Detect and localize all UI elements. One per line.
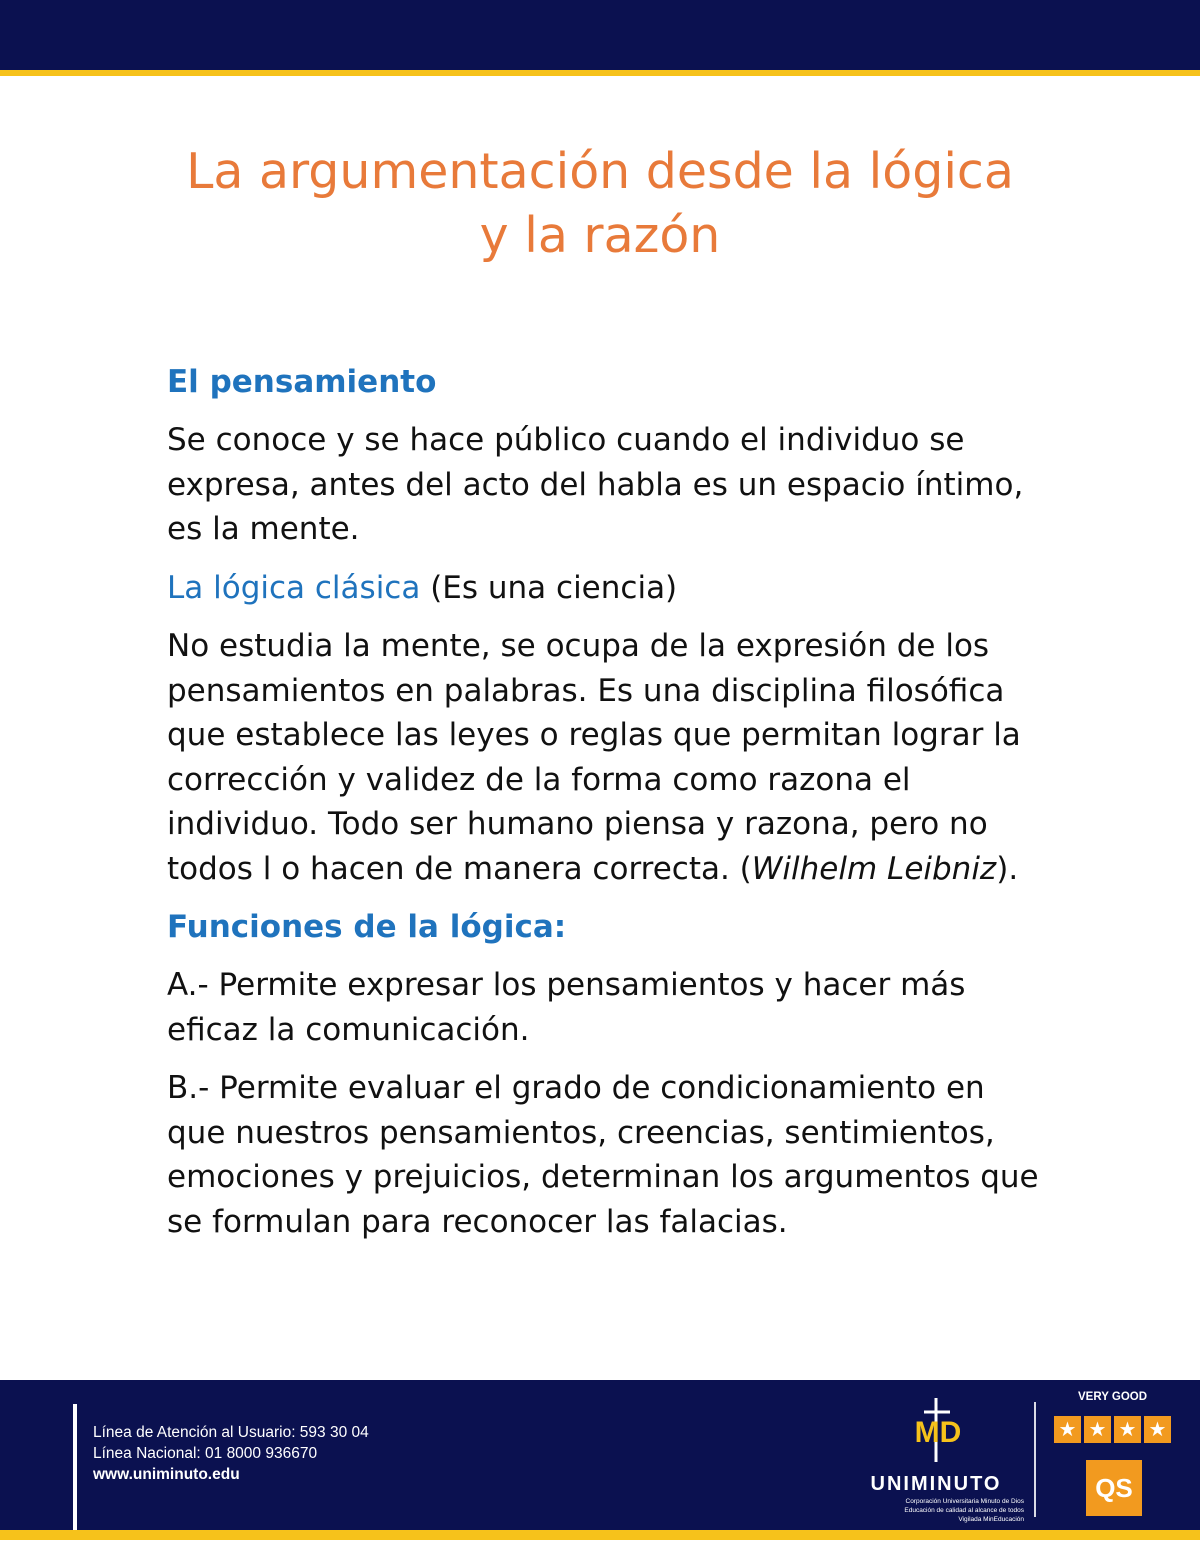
footer-stripe (0, 1530, 1200, 1540)
footer-contact (93, 1422, 369, 1485)
paragraph-pensamiento: Se conoce y se hace público cuando el individuo se expresa, antes del acto del habla es un espacio íntimo, es la mente. (167, 422, 1024, 547)
qs-logo: QS (1086, 1460, 1142, 1516)
list-item-b: B.- Permite evaluar el grado de condicionamiento en que nuestros pensamientos, creencias, sentimientos, emociones y prejuicios, determinan los argumentos que se formulan para reconocer las falacias. (167, 1070, 1039, 1240)
university-sub-line3: Vigilada MinEducación (958, 1516, 1024, 1523)
university-sub-line1: Corporación Universitaria Minuto de Dios (905, 1498, 1024, 1505)
heading-funciones: Funciones de la lógica: (167, 909, 567, 945)
contact-line-user: Línea de Atención al Usuario: 593 30 04 (93, 1424, 369, 1441)
md-logo-icon (902, 1396, 974, 1466)
footer-accent-bar (73, 1404, 77, 1532)
document-body (167, 360, 1047, 1244)
page-title-line1: La argumentación desde la lógica (186, 143, 1014, 200)
heading-el-pensamiento: El pensamiento (167, 364, 437, 400)
list-item-a: A.- Permite expresar los pensamientos y hacer más eficaz la comunicación. (167, 967, 966, 1048)
website-link[interactable]: www.uniminuto.edu (93, 1466, 240, 1483)
star-icon: ★ (1114, 1416, 1141, 1443)
rating-label: VERY GOOD (1078, 1391, 1148, 1403)
logica-clasica-term: La lógica clásica (167, 569, 421, 606)
contact-line-national: Línea Nacional: 01 8000 936670 (93, 1445, 318, 1462)
star-icon: ★ (1054, 1416, 1081, 1443)
footer-bottom-margin (0, 1540, 1200, 1553)
paragraph-logica-clasica (167, 624, 1047, 891)
heading-logica-clasica (167, 566, 1047, 611)
logica-clasica-text-end: ). (996, 850, 1019, 887)
footer-divider (1034, 1402, 1036, 1517)
author-citation: Wilhelm Leibniz (751, 850, 997, 887)
md-logo-letters: MD (914, 1416, 962, 1449)
rating-stars (1054, 1416, 1171, 1443)
university-subtitle (848, 1497, 1024, 1524)
university-sub-line2: Educación de calidad al alcance de todos (904, 1507, 1024, 1514)
star-icon: ★ (1084, 1416, 1111, 1443)
star-icon: ★ (1144, 1416, 1171, 1443)
logica-clasica-text: No estudia la mente, se ocupa de la expresión de los pensamientos en palabras. Es una disciplina filosófica que establece las leyes o reglas que permitan lograr la corrección y validez de la forma como razona el individuo. Todo ser humano piensa y razona, pero no todos l o hacen de manera correcta. ( (167, 628, 1021, 887)
university-name: UNIMINUTO (870, 1473, 1002, 1495)
logica-clasica-note: (Es una ciencia) (420, 569, 678, 606)
header-stripe (0, 70, 1200, 76)
header-band (0, 0, 1200, 70)
page-title (0, 140, 1200, 268)
page-title-line2: y la razón (479, 207, 721, 264)
